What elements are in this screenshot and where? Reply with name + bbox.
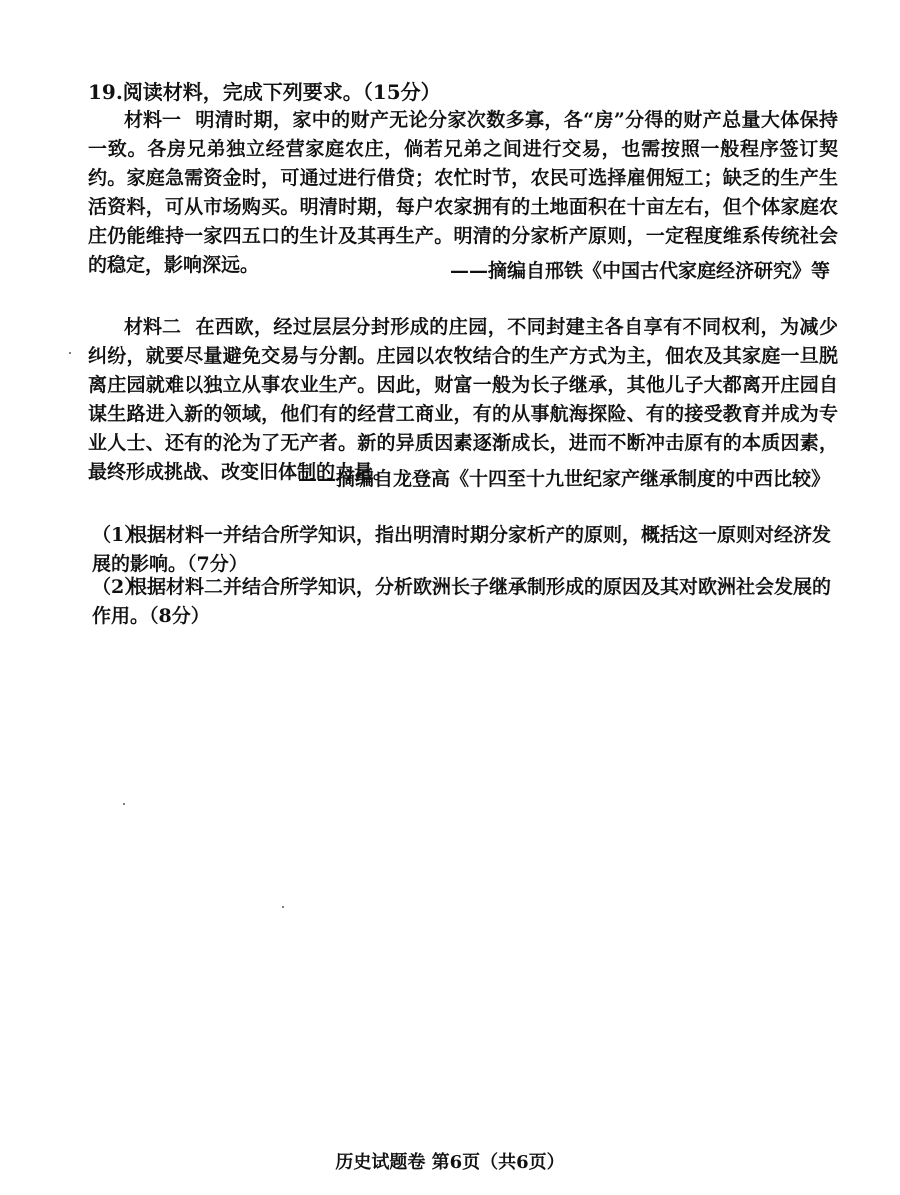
material-one-source: ——摘编自邢铁《中国古代家庭经济研究》等 [449, 260, 830, 282]
material-one-text: 明清时期，家中的财产无论分家次数多寡，各“房”分得的财产总量大体保持一致。各房兄弟独立经营家庭农庄，倘若兄弟之间进行交易，也需按照一般程序签订契约。家庭急需资金时，可通过进行借贷；农忙时节，农民可选择雇佣短工；缺乏的生产生活资料，可从市场购买。明清时期，每户农家拥有的土地面积在十亩左右，但个体家庭农庄仍能维持一家四五口的生计及其再生产。明清的分家析产原则，一定程度维系传统社会的稳定，影响深远。 [88, 109, 838, 276]
material-two-label: 材料二 [124, 316, 182, 338]
sub-question-1-number: （1） [92, 524, 144, 546]
sub-question-2 [92, 573, 842, 631]
scan-speck [123, 803, 125, 805]
material-one-label: 材料一 [124, 109, 182, 131]
sub-question-1-text: 根据材料一并结合所学知识，指出明清时期分家析产的原则，概括这一原则对经济发展的影响。（7分） [92, 524, 832, 575]
question-title: 19.阅读材料，完成下列要求。（15分） [88, 80, 441, 104]
material-two-text: 在西欧，经过层层分封形成的庄园，不同封建主各自享有不同权利，为减少纠纷，就要尽量避免交易与分割。庄园以农牧结合的生产方式为主，佃农及其家庭一旦脱离庄园就难以独立从事农业生产。因此，财富一般为长子继承，其他儿子大都离开庄园自谋生路进入新的领域，他们有的经营工商业，有的从事航海探险、有的接受教育并成为专业人士、还有的沦为了无产者。新的异质因素逐渐成长，进而不断冲击原有的本质因素，最终形成挑战、改变旧体制的力量。 [88, 316, 838, 483]
page-footer: 历史试题卷 第6页（共6页） [335, 1152, 565, 1173]
scan-speck [69, 352, 71, 354]
scan-speck [282, 906, 284, 908]
material-one [88, 106, 838, 280]
sub-question-2-number: （2） [92, 576, 144, 598]
sub-question-1 [92, 521, 842, 579]
material-two [88, 313, 838, 487]
sub-question-2-text: 根据材料二并结合所学知识，分析欧洲长子继承制形成的原因及其对欧洲社会发展的作用。（8分） [92, 576, 832, 627]
material-two-source: ——摘编自龙登高《十四至十九世纪家产继承制度的中西比较》 [297, 468, 830, 490]
